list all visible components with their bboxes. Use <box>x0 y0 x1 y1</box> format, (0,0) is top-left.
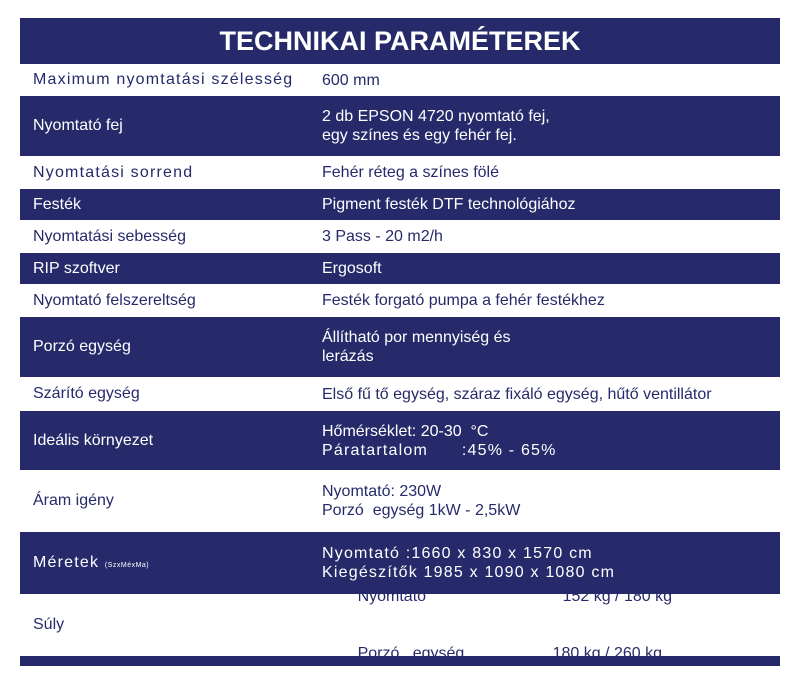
param-label: Súly <box>33 616 65 633</box>
param-label: Nyomtatási sebesség <box>33 227 186 245</box>
param-label: RIP szoftver <box>33 259 120 277</box>
param-value-line: Kiegészítők 1985 x 1090 x 1080 cm <box>322 564 616 581</box>
param-label: Szárító egység <box>33 385 140 402</box>
weight-item-name: Nyomtató <box>357 588 427 605</box>
table-row <box>20 220 780 252</box>
param-value: Fehér réteg a színes fölé <box>322 164 499 181</box>
table-row <box>20 284 780 316</box>
param-value <box>322 422 780 460</box>
table-row <box>20 188 780 220</box>
param-label: Festék <box>33 195 82 213</box>
param-label: Maximum nyomtatási szélesség <box>33 71 294 88</box>
param-value-line: lerázás <box>322 348 374 365</box>
weight-item-value: 180 kg / 260 kg <box>552 645 662 662</box>
param-label: Nyomtató felszereltség <box>33 291 196 309</box>
param-label-main: Méretek <box>33 554 100 571</box>
param-value: 600 mm <box>322 71 380 89</box>
param-value-line: Porzó egység 1kW - 2,5kW <box>322 502 521 519</box>
table-title: TECHNIKAI PARAMÉTEREK <box>20 18 780 64</box>
param-value <box>322 107 780 145</box>
param-value <box>322 568 780 682</box>
param-value: 3 Pass - 20 m2/h <box>322 228 443 245</box>
table-row <box>20 156 780 188</box>
param-label: Porzó egység <box>33 338 131 355</box>
param-value: Pigment festék DTF technológiához <box>322 196 576 213</box>
table-row <box>20 316 780 377</box>
param-value: Első fű tő egység, száraz fixáló egység, hűtő ventillátor <box>322 385 712 403</box>
table-row <box>20 252 780 284</box>
param-value-line: egy színes és egy fehér fej. <box>322 127 517 144</box>
weight-item-value: 152 kg / 180 kg <box>562 588 672 605</box>
param-value: Ergosoft <box>322 260 382 277</box>
table-row <box>20 470 780 531</box>
param-label <box>20 554 322 572</box>
table-row <box>20 410 780 470</box>
param-value: Festék forgató pumpa a fehér festékhez <box>322 292 605 309</box>
technical-parameters-table <box>20 18 780 666</box>
param-label: Nyomtatási sorrend <box>33 163 194 181</box>
param-label: Ideális környezet <box>33 431 154 449</box>
param-label: Áram igény <box>33 492 114 509</box>
param-value-line: Hőmérséklet: 20-30 °C <box>322 422 489 440</box>
param-value-line: 2 db EPSON 4720 nyomtató fej, <box>322 108 550 125</box>
param-label-sub: (SzxMéxMa) <box>104 562 150 569</box>
weight-item-name: Porzó egység <box>357 645 465 662</box>
param-label: Nyomtató fej <box>33 117 123 134</box>
param-value-line <box>322 568 780 625</box>
param-value-line: Nyomtató :1660 x 830 x 1570 cm <box>322 545 593 562</box>
param-value <box>322 328 780 366</box>
param-value-line <box>322 625 780 682</box>
table-row <box>20 588 780 662</box>
table-row <box>20 64 780 95</box>
param-value-line: Páratartalom :45% - 65% <box>322 441 557 459</box>
param-value <box>322 482 780 520</box>
param-value-line: Állítható por mennyiség és <box>322 329 511 346</box>
param-value-line: Nyomtató: 230W <box>322 483 442 500</box>
table-row <box>20 95 780 156</box>
table-row <box>20 377 780 410</box>
